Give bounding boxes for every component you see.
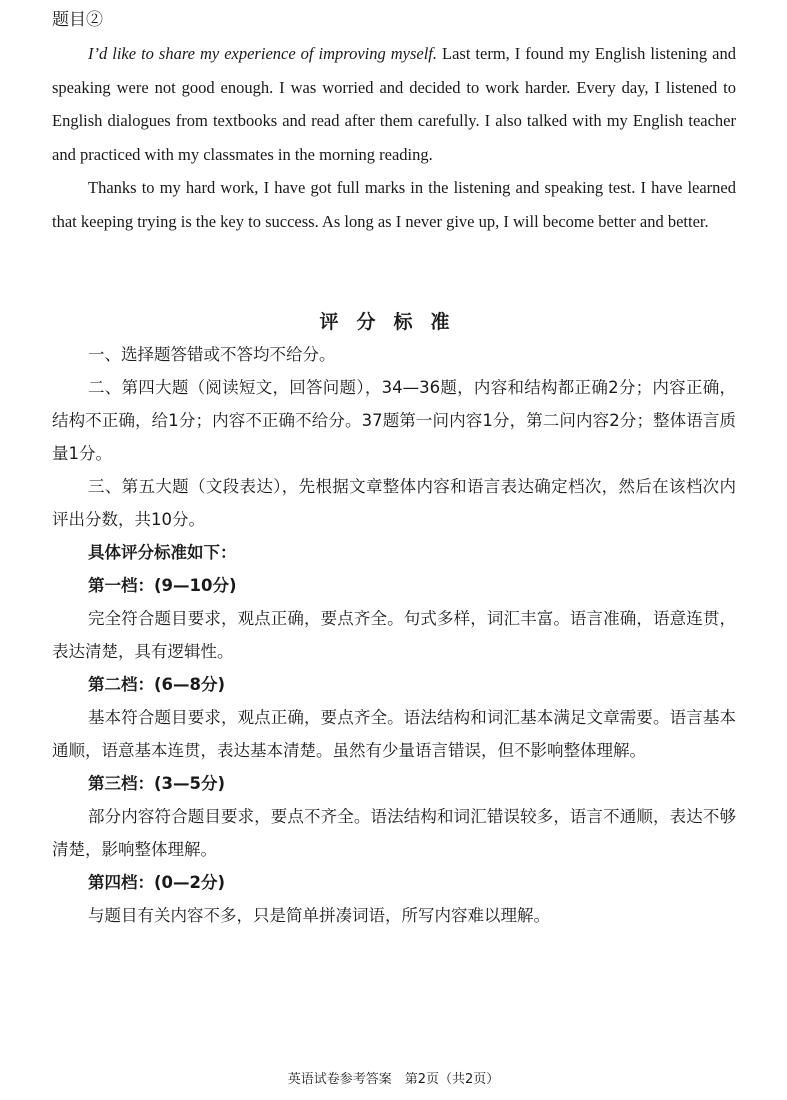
- tier-3-description: 部分内容符合题目要求，要点不齐全。语法结构和词汇错误较多，语言不通顺，表达不够清楚，影响整体理解。: [52, 807, 736, 859]
- tier-2-label: 第二档：(6—8分): [88, 675, 226, 694]
- tier-1-description: 完全符合题目要求，观点正确，要点齐全。句式多样，词汇丰富。语言准确，语意连贯，表达清楚，具有逻辑性。: [52, 609, 736, 661]
- tier-1-label: 第一档：(9—10分): [88, 576, 237, 595]
- tier-2-description: 基本符合题目要求，观点正确，要点齐全。语法结构和词汇基本满足文章需要。语言基本通顺，语意基本连贯，表达基本清楚。虽然有少量语言错误，但不影响整体理解。: [52, 708, 736, 760]
- essay-paragraph-1-body: Last term, I found my English listening and speaking were not good enough. I was worried and decided to work harder. Every day, I listened to English dialogues from textbooks and read after them carefully. I also talked with my English teacher and practiced with my classmates in the morning reading.: [52, 44, 736, 164]
- rubric-body: [52, 338, 736, 932]
- rubric-item-2: 二、第四大题（阅读短文，回答问题），34—36题，内容和结构都正确2分；内容正确，结构不正确，给1分；内容不正确不给分。37题第一问内容1分，第二问内容2分；整体语言质量1分。: [52, 378, 736, 463]
- rubric-title: 评分标准: [319, 311, 468, 333]
- tier-3-label: 第三档：(3—5分): [88, 774, 226, 793]
- rubric-detail-heading: 具体评分标准如下：: [88, 543, 237, 562]
- essay-opening-sentence: I’d like to share my experience of improving myself.: [88, 44, 438, 63]
- essay-paragraph-1: [52, 37, 736, 171]
- rubric-item-3: 三、第五大题（文段表达），先根据文章整体内容和语言表达确定档次，然后在该档次内评出分数，共10分。: [52, 477, 736, 529]
- sample-essay: [52, 37, 736, 238]
- page-footer: 英语试卷参考答案 第2页（共2页）: [287, 1072, 500, 1087]
- rubric-item-1: 一、选择题答错或不答均不给分。: [88, 345, 336, 364]
- tier-4-description: 与题目有关内容不多，只是简单拼凑词语，所写内容难以理解。: [88, 906, 550, 925]
- tier-4-label: 第四档：(0—2分): [88, 873, 226, 892]
- question-label: 题目②: [52, 10, 103, 30]
- essay-paragraph-2: Thanks to my hard work, I have got full marks in the listening and speaking test. I have learned that keeping trying is the key to success. As long as I never give up, I will become better and better.: [52, 178, 736, 231]
